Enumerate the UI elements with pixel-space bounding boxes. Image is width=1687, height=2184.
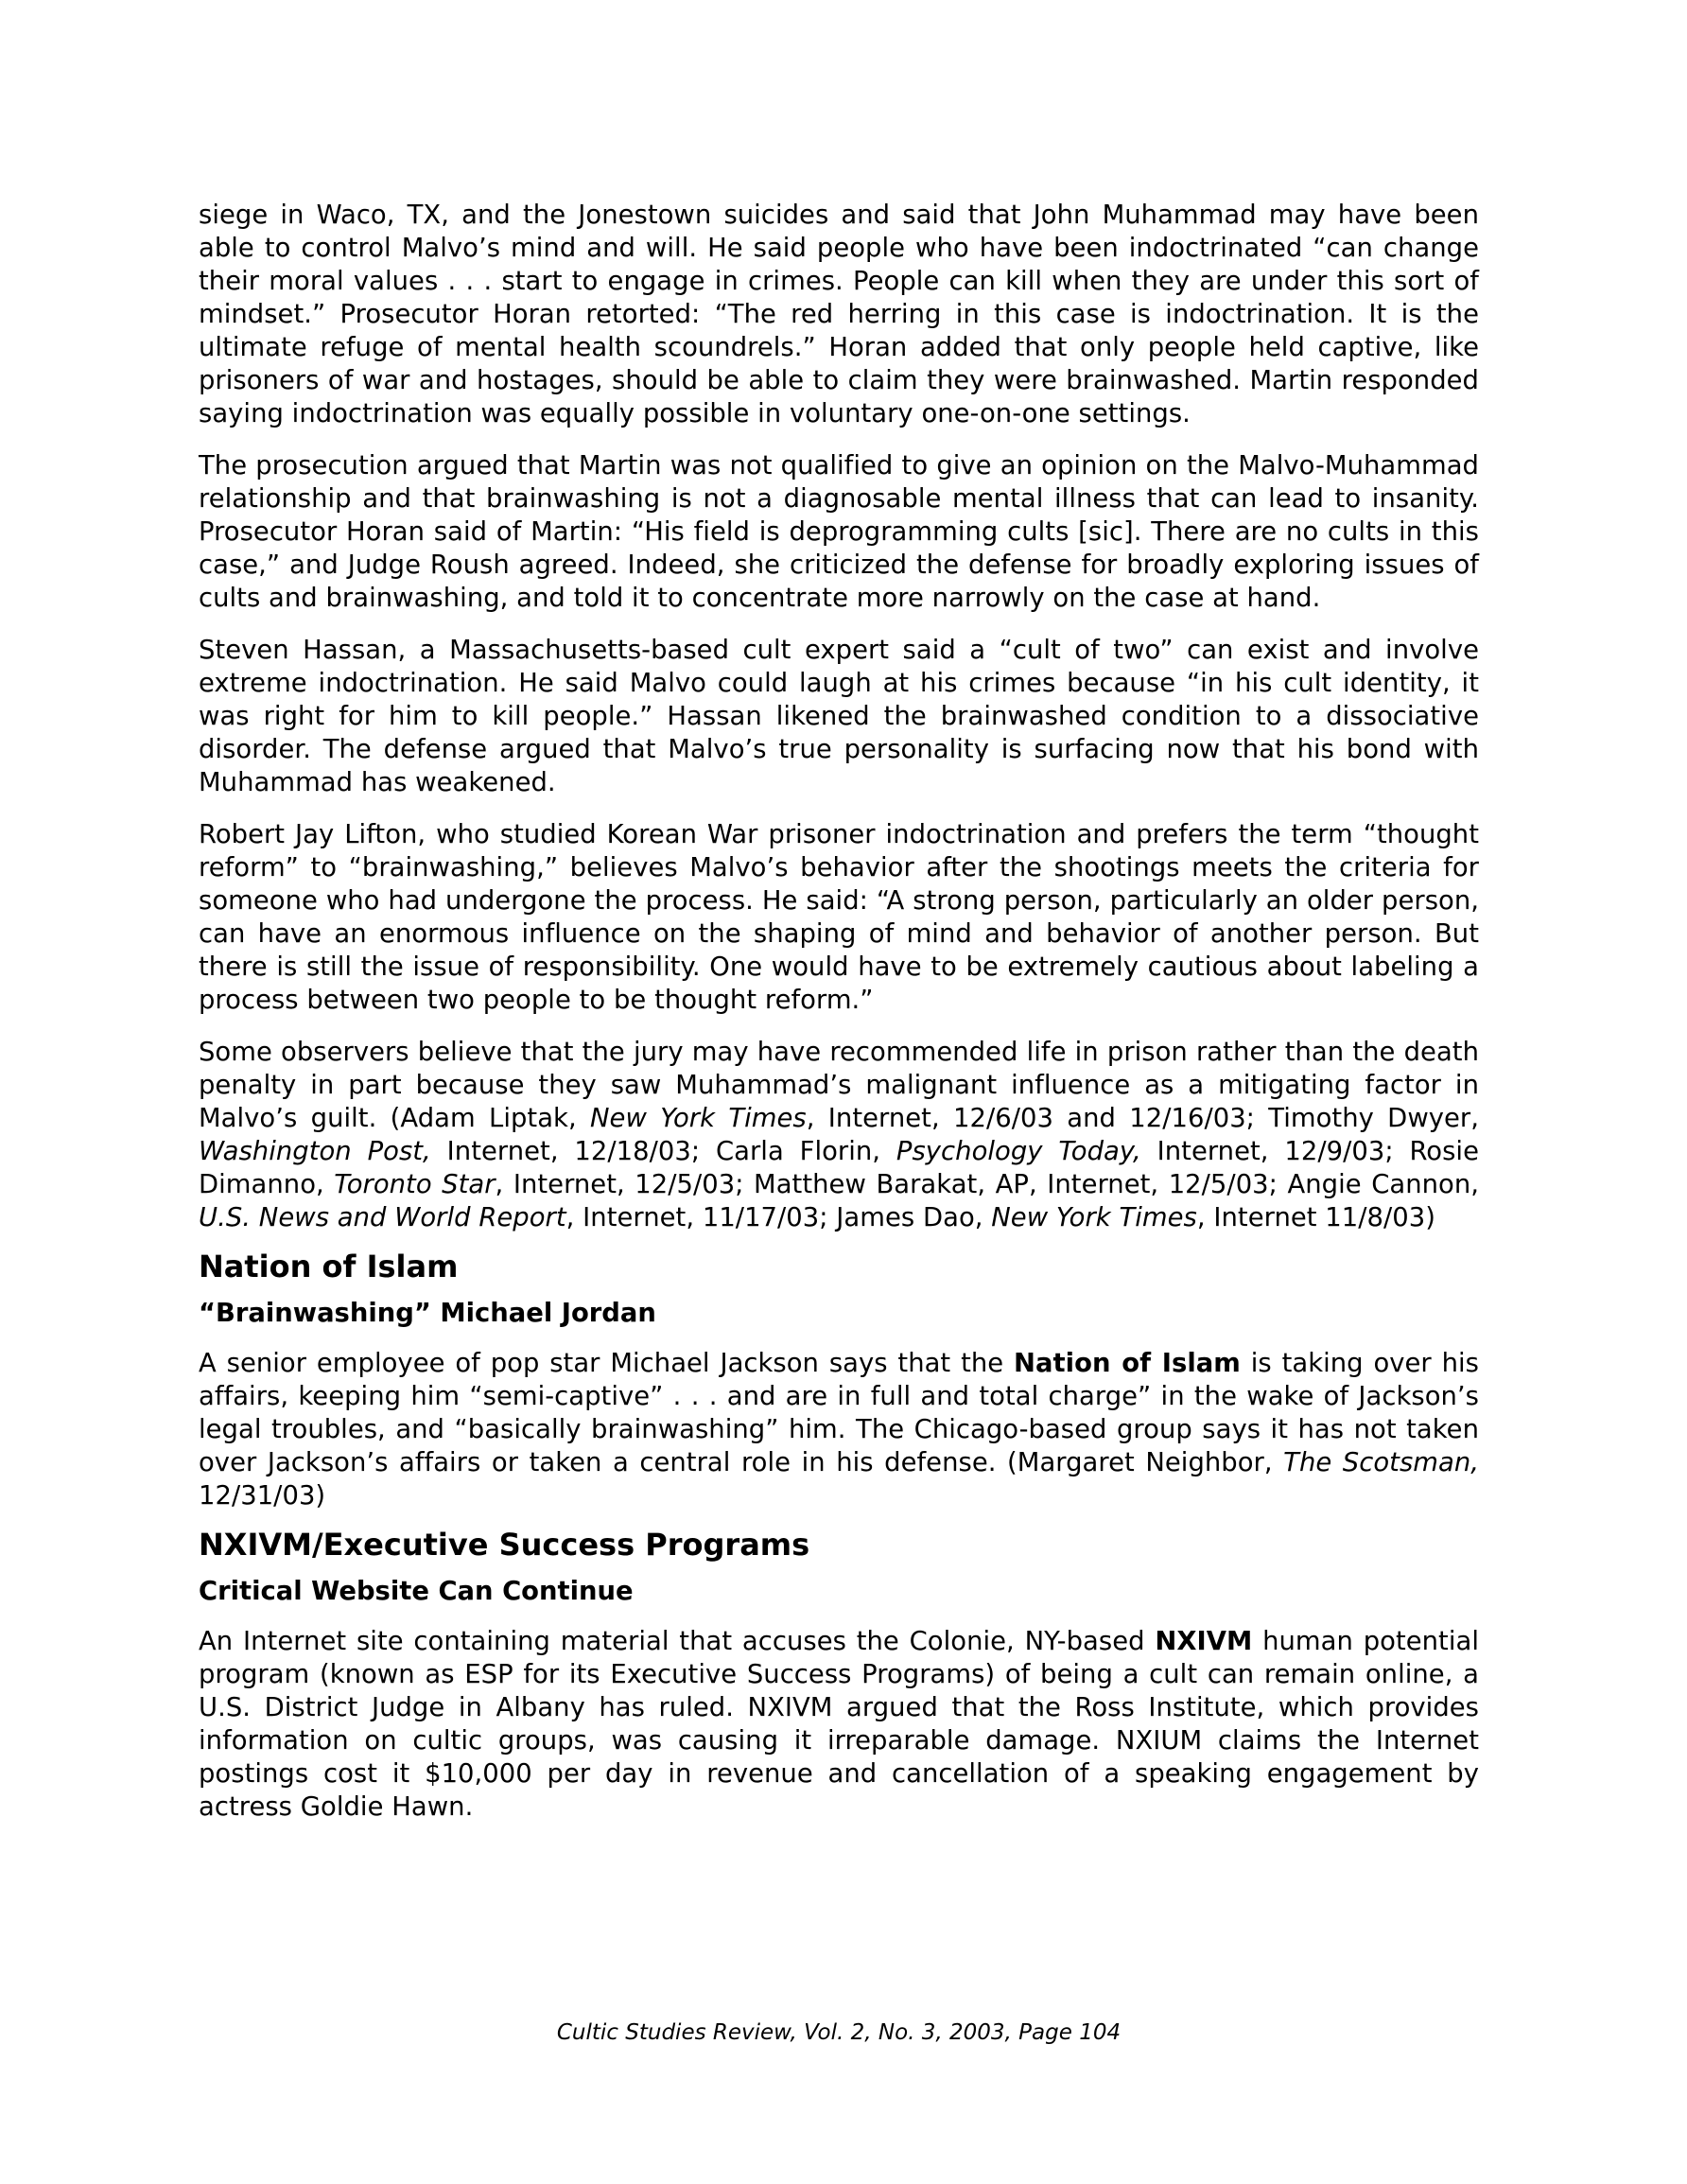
text-run: , Internet, 12/6/03 and 12/16/03; Timothy Dwyer, (806, 1104, 1479, 1133)
italic-text: Psychology Today, (896, 1137, 1141, 1166)
italic-text: New York Times (991, 1203, 1197, 1232)
text-run: Robert Jay Lifton, who studied Korean War prisoner indoctrination and prefers the term “thought reform” to “brainwashing,” believes Malvo’s behavior after the shootings meets the criteria for someone who had undergone the process. He said: “A strong person, particularly an older person, can have an enormous influence on the shaping of mind and behavior of another person. But there is still the issue of responsibility. One would have to be extremely cautious about labeling a process between two people to be thought reform.” (199, 820, 1479, 1015)
italic-text: The Scotsman, (1283, 1448, 1480, 1477)
text-run: is taking over his affairs, keeping him “semi-captive” . . . and are in full and total charge” in the wake of Jackson’s legal troubles, and “basically brainwashing” him. The Chicago-based group says it has not taken over Jackson’s affairs or taken a central role in his defense. (Margaret Neighbor, (199, 1349, 1479, 1477)
text-run: An Internet site containing material that accuses the Colonie, NY-based (199, 1627, 1156, 1656)
paragraph-robert-jay-lifton (199, 818, 1479, 1017)
text-run: 12/31/03) (199, 1481, 326, 1511)
page-body (199, 199, 1479, 1843)
section-heading-nxivm: NXIVM/Executive Success Programs (199, 1527, 810, 1563)
text-run: Internet, 12/9/03; Rosie Dimanno, (199, 1137, 1479, 1199)
italic-text: Toronto Star (334, 1170, 496, 1199)
text-run: siege in Waco, TX, and the Jonestown suicides and said that John Muhammad may have been able to control Malvo’s mind and will. He said people who have been indoctrinated “can change their moral values . . . start to engage in crimes. People can kill when they are under this sort of mindset.” Prosecutor Horan retorted: “The red herring in this case is indoctrination. It is the ultimate refuge of mental health scoundrels.” Horan added that only people held captive, like prisoners of war and hostages, should be able to claim they were brainwashed. Martin responded saying indoctrination was equally possible in voluntary one-on-one settings. (199, 201, 1479, 428)
page-footer: Cultic Studies Review, Vol. 2, No. 3, 2003, Page 104 (556, 2020, 1122, 2045)
italic-text: New York Times (590, 1104, 807, 1133)
text-run: human potential program (known as ESP for its Executive Success Programs) of being a cult can remain online, a U.S. District Judge in Albany has ruled. NXIVM argued that the Ross Institute, which provides information on cultic groups, was causing it irreparable damage. NXIUM claims the Internet postings cost it $10,000 per day in revenue and cancellation of a speaking engagement by actress Goldie Hawn. (199, 1627, 1479, 1822)
section-heading-nation-of-islam: Nation of Islam (199, 1249, 459, 1284)
paragraph-jury-observers-citations (199, 1036, 1479, 1234)
text-run: Internet, 12/18/03; Carla Florin, (430, 1137, 896, 1166)
paragraph-steven-hassan (199, 634, 1479, 799)
text-run: The prosecution argued that Martin was not qualified to give an opinion on the Malvo-Muhammad relationship and that brainwashing is not a diagnosable mental illness that can lead to insanity. Prosecutor Horan said of Martin: “His field is deprogramming cults [sic]. There are no cults in this case,” and Judge Roush agreed. Indeed, she criticized the defense for broadly exploring issues of cults and brainwashing, and told it to concentrate more narrowly on the case at hand. (199, 451, 1479, 613)
bold-text: Nation of Islam (1014, 1349, 1241, 1378)
text-run: A senior employee of pop star Michael Jackson says that the (199, 1349, 1015, 1378)
bold-text: NXIVM (1155, 1627, 1253, 1656)
italic-text: U.S. News and World Report (199, 1203, 566, 1232)
paragraph-nxivm-website (199, 1625, 1479, 1824)
paragraph-waco-indoctrination (199, 199, 1479, 430)
text-run: , Internet 11/8/03) (1196, 1203, 1435, 1232)
text-run: , Internet, 12/5/03; Matthew Barakat, AP, Internet, 12/5/03; Angie Cannon, (495, 1170, 1479, 1199)
text-run: Some observers believe that the jury may have recommended life in prison rather than the death penalty in part because they saw Muhammad’s malignant influence as a mitigating factor in Malvo’s guilt. (Adam Liptak, (199, 1038, 1479, 1133)
subheading-brainwashing-michael-jordan: “Brainwashing” Michael Jordan (199, 1299, 656, 1328)
text-run: Steven Hassan, a Massachusetts-based cult expert said a “cult of two” can exist and involve extreme indoctrination. He said Malvo could laugh at his crimes because “in his cult identity, it was right for him to kill people.” Hassan likened the brainwashed condition to a dissociative disorder. The defense argued that Malvo’s true personality is surfacing now that his bond with Muhammad has weakened. (199, 636, 1479, 797)
italic-text: Washington Post, (199, 1137, 431, 1166)
paragraph-michael-jackson (199, 1347, 1479, 1512)
subheading-critical-website: Critical Website Can Continue (199, 1577, 634, 1606)
text-run: , Internet, 11/17/03; James Dao, (565, 1203, 992, 1232)
paragraph-prosecution-argument (199, 449, 1479, 615)
